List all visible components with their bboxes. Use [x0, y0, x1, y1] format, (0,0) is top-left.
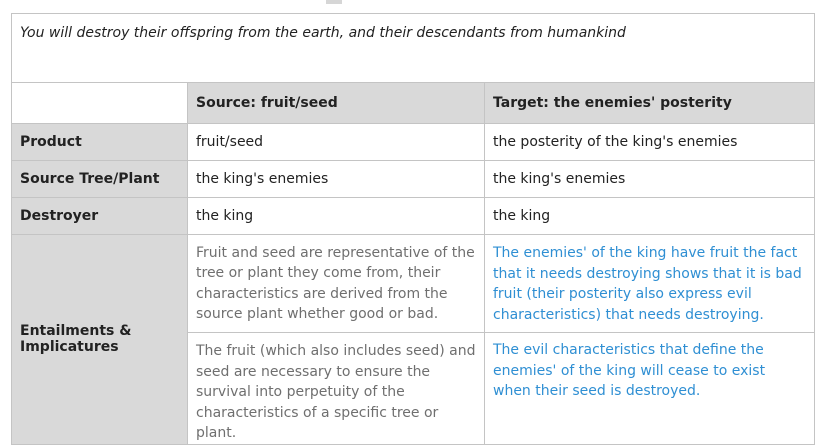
row-label-entailments: Entailments & Implicatures: [12, 235, 188, 445]
destroyer-target-cell: the king: [485, 198, 815, 235]
entailment-2-target-cell: The evil characteristics that define the enemies' of the king will cease to exist when their seed is destroyed.: [485, 333, 815, 445]
top-edge-mark: [326, 0, 342, 4]
row-label-destroyer: Destroyer: [12, 198, 188, 235]
header-row: [12, 83, 815, 124]
table-row: [12, 198, 815, 235]
row-label-product: Product: [12, 124, 188, 161]
table-row: [12, 124, 815, 161]
source-tree-target-cell: the king's enemies: [485, 161, 815, 198]
caption-row: [12, 14, 815, 83]
table-caption: You will destroy their offspring from the earth, and their descendants from humankind: [12, 14, 815, 83]
product-target-cell: the posterity of the king's enemies: [485, 124, 815, 161]
product-source-cell: fruit/seed: [188, 124, 485, 161]
entailment-1-target-cell: The enemies' of the king have fruit the fact that it needs destroying shows that it is bad fruit (their posterity also express evil characteristics) that needs destroying.: [485, 235, 815, 333]
corner-cell: [12, 83, 188, 124]
entailment-1-source-cell: Fruit and seed are representative of the tree or plant they come from, their characteristics are derived from the source plant whether good or bad.: [188, 235, 485, 333]
source-tree-source-cell: the king's enemies: [188, 161, 485, 198]
target-column-header: Target: the enemies' posterity: [485, 83, 815, 124]
row-label-source-tree: Source Tree/Plant: [12, 161, 188, 198]
destroyer-source-cell: the king: [188, 198, 485, 235]
entailment-2-source-cell: The fruit (which also includes seed) and seed are necessary to ensure the survival into perpetuity of the characteristics of a specific tree or plant.: [188, 333, 485, 445]
table-row: [12, 235, 815, 333]
table-row: [12, 161, 815, 198]
source-column-header: Source: fruit/seed: [188, 83, 485, 124]
metaphor-analysis-table: [11, 13, 815, 445]
